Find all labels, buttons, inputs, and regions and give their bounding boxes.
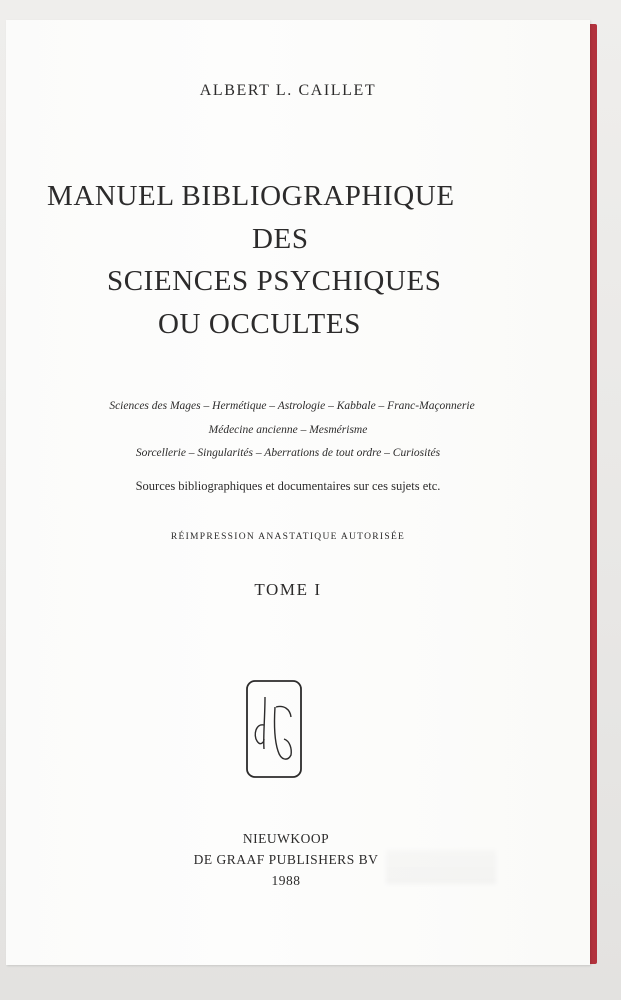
publisher-city: NIEUWKOOP (242, 831, 330, 846)
sources-note: Sources bibliographiques et documentaires sur ces sujets etc. (135, 479, 441, 493)
show-through-smudge (386, 850, 496, 884)
title-line-3: SCIENCES PSYCHIQUES (107, 265, 442, 297)
dg-monogram-icon (245, 679, 303, 779)
title-page (6, 20, 590, 965)
reimpression-note: RÉIMPRESSION ANASTATIQUE AUTORISÉE (170, 532, 406, 542)
subjects-line-3: Sorcellerie – Singularités – Aberrations de tout ordre – Curiosités (135, 447, 441, 459)
subjects-line-1: Sciences des Mages – Hermétique – Astrologie – Kabbale – Franc-Maçonnerie (109, 400, 475, 412)
subjects-line-2: Médecine ancienne – Mesmérisme (208, 424, 368, 436)
volume-label: TOME I (254, 580, 322, 599)
title-line-2: DES (252, 223, 309, 255)
title-line-1: MANUEL BIBLIOGRAPHIQUE (47, 180, 455, 212)
publication-year: 1988 (271, 873, 301, 888)
author-name: ALBERT L. CAILLET (199, 82, 377, 99)
publisher-name: DE GRAAF PUBLISHERS BV (193, 852, 379, 867)
title-line-4: OU OCCULTES (158, 308, 361, 340)
